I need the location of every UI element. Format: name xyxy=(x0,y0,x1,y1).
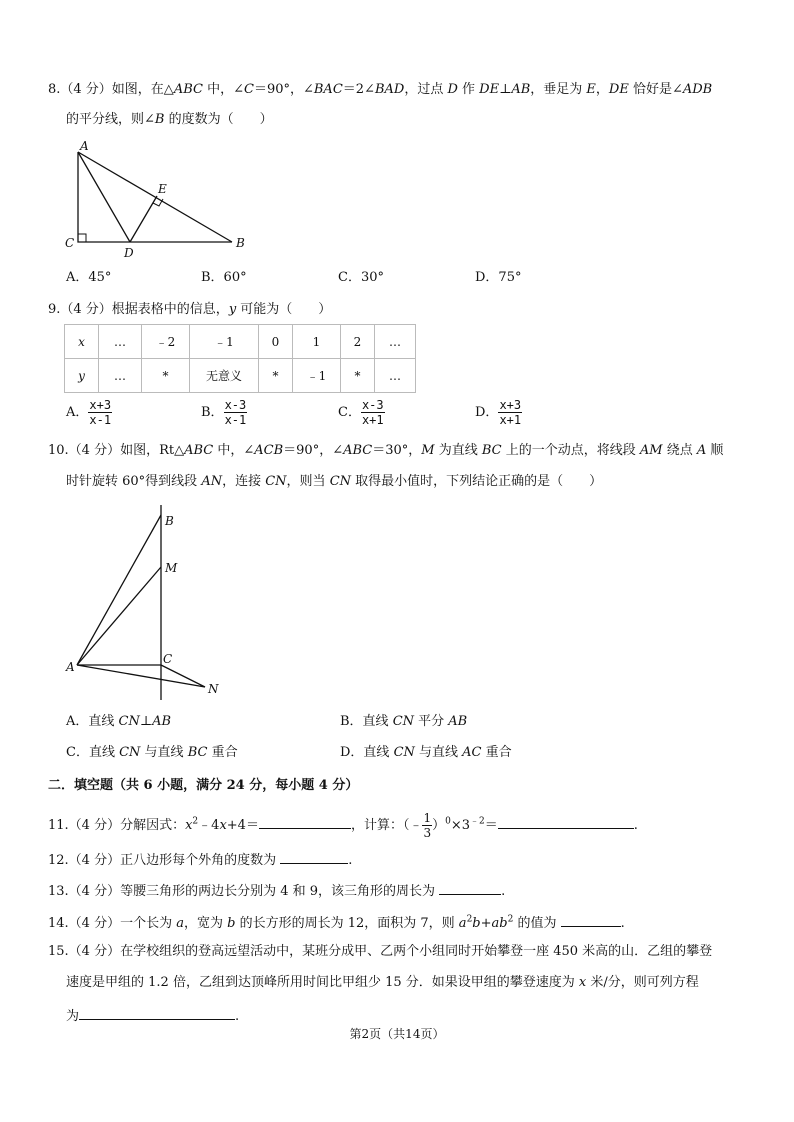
label-C: C xyxy=(65,236,75,250)
text: ×3 xyxy=(450,818,471,833)
text: 2 xyxy=(192,816,199,827)
denominator: 3 xyxy=(423,826,432,840)
text: ＝30°， xyxy=(372,443,422,458)
text: C．直线 xyxy=(66,745,120,760)
text: 作 xyxy=(457,82,480,97)
page-number: 第2页（共14页） xyxy=(349,1027,445,1041)
text: 与直线 xyxy=(140,745,188,760)
table-cell: * xyxy=(341,359,375,393)
text: ⊥ xyxy=(499,82,512,97)
q15-line-3 xyxy=(66,1006,239,1025)
table-cell: x xyxy=(65,325,99,359)
text: ＝90°，∠ xyxy=(253,82,314,97)
text: x xyxy=(219,818,227,833)
text: A．直线 xyxy=(66,714,119,729)
table-cell: * xyxy=(142,359,190,393)
text: 重合 xyxy=(207,745,238,760)
text: . xyxy=(501,884,506,899)
q10-option-a xyxy=(66,714,171,730)
table-cell: … xyxy=(99,325,142,359)
text: ， xyxy=(595,82,609,97)
text: 12.（4 分）正八边形每个外角的度数为 xyxy=(48,853,281,868)
text: ABC xyxy=(184,443,214,458)
text: ，则当 xyxy=(286,474,330,489)
text: a xyxy=(176,916,184,931)
text: 中，∠ xyxy=(213,443,255,458)
answer-blank[interactable] xyxy=(439,881,501,895)
text: 的平分线，则∠ xyxy=(66,112,155,127)
segment-am xyxy=(77,567,161,665)
text: ＝ xyxy=(484,818,498,833)
text: CN xyxy=(119,745,141,760)
option-label: B． xyxy=(201,405,224,420)
text: 取得最小值时，下列结论正确的是（ ） xyxy=(351,474,603,489)
text: ，过点 xyxy=(404,82,448,97)
table-cell: ﹣1 xyxy=(190,325,259,359)
text: ） xyxy=(432,818,446,833)
segment-an xyxy=(77,665,205,687)
text: ，垂足为 xyxy=(530,82,587,97)
answer-blank[interactable] xyxy=(561,913,621,927)
answer-blank[interactable] xyxy=(259,815,351,829)
q15-line-2 xyxy=(66,975,699,991)
text: ，计算：（ xyxy=(350,818,410,833)
q11-line xyxy=(48,811,638,840)
text: DE xyxy=(608,82,629,97)
table-cell: … xyxy=(375,325,416,359)
text: AB xyxy=(152,714,172,729)
fraction xyxy=(422,811,432,840)
text: x xyxy=(185,818,193,833)
option-label: C． xyxy=(338,405,361,420)
label-B: B xyxy=(165,514,174,528)
label-N: N xyxy=(208,682,219,696)
text: 为直线 xyxy=(434,443,482,458)
text: . xyxy=(235,1009,240,1024)
denominator: x-1 xyxy=(224,413,247,427)
q10-option-d xyxy=(340,745,512,761)
text: 0 xyxy=(445,816,451,827)
q13-line xyxy=(48,881,505,900)
text: ﹣2 xyxy=(470,816,485,827)
text: y xyxy=(228,302,237,317)
numerator: x+3 xyxy=(499,398,522,412)
label-D: D xyxy=(124,246,134,260)
label-E: E xyxy=(158,182,167,196)
text: 2 xyxy=(466,914,473,925)
text: DE xyxy=(479,82,500,97)
answer-blank[interactable] xyxy=(498,815,634,829)
text: D xyxy=(447,82,458,97)
table-cell: * xyxy=(259,359,293,393)
q10-option-b xyxy=(340,714,467,730)
text: A xyxy=(696,443,707,458)
text: + xyxy=(480,916,492,931)
table-cell: 2 xyxy=(341,325,375,359)
text: 可能为（ ） xyxy=(236,302,332,317)
text: ADB xyxy=(682,82,713,97)
text: 平分 xyxy=(414,714,449,729)
text: 10.（4 分）如图，Rt△ xyxy=(48,443,185,458)
text: B．直线 xyxy=(340,714,393,729)
text: 重合 xyxy=(481,745,512,760)
numerator: x+3 xyxy=(89,398,112,412)
answer-blank[interactable] xyxy=(79,1006,235,1020)
text: 的值为 xyxy=(513,916,561,931)
table-cell: 0 xyxy=(259,325,293,359)
text: ABC xyxy=(173,82,203,97)
q15-line-1: 15.（4 分）在学校组织的登高远望活动中，某班分成甲、乙两个小组同时开始攀登一座 450 米高的山．乙组的攀登 xyxy=(48,944,713,959)
table-cell: 1 xyxy=(293,325,341,359)
q10-option-c xyxy=(66,745,238,761)
text: +4＝ xyxy=(226,818,259,833)
text: . xyxy=(348,853,353,868)
text: ，连接 xyxy=(222,474,266,489)
text: AB xyxy=(448,714,468,729)
text: 为 xyxy=(66,1009,80,1024)
q14-line xyxy=(48,913,625,932)
text: 14.（4 分）一个长为 xyxy=(48,916,177,931)
text: B xyxy=(154,112,165,127)
q8-option-c: C．30° xyxy=(338,270,384,285)
answer-blank[interactable] xyxy=(280,850,348,864)
q12-line xyxy=(48,850,352,869)
table-cell: … xyxy=(375,359,416,393)
text: . xyxy=(633,818,638,833)
text: BAD xyxy=(374,82,405,97)
text: 速度是甲组的 1.2 倍，乙组到达顶峰所用时间比甲组少 15 分．如果设甲组的攀登速度为 xyxy=(66,975,579,990)
text: 11.（4 分）分解因式： xyxy=(48,818,186,833)
section-heading: 二．填空题（共 6 小题，满分 24 分，每小题 4 分） xyxy=(48,778,359,793)
text: BC xyxy=(481,443,502,458)
text: BC xyxy=(187,745,208,760)
text: b xyxy=(472,916,481,931)
numerator: x-3 xyxy=(224,398,247,412)
text: 2 xyxy=(507,914,514,925)
text: ﹣ xyxy=(409,818,423,833)
text: M xyxy=(421,443,435,458)
label-A: A xyxy=(66,660,75,674)
option-label: D． xyxy=(475,405,499,420)
text: b xyxy=(227,916,236,931)
text: AN xyxy=(201,474,223,489)
label-C: C xyxy=(163,652,173,666)
text: 的长方形的周长为 12，面积为 7，则 xyxy=(235,916,459,931)
text: a xyxy=(458,916,467,931)
text: CN xyxy=(118,714,140,729)
q8-option-a: A．45° xyxy=(66,270,112,285)
text: ⊥ xyxy=(139,714,153,729)
text: ABC xyxy=(343,443,373,458)
text: 9.（4 分）根据表格中的信息， xyxy=(48,302,229,317)
text: 顺 xyxy=(706,443,724,458)
text: AM xyxy=(639,443,663,458)
text: 米/分，则可列方程 xyxy=(586,975,699,990)
q8-option-d: D．75° xyxy=(475,270,522,285)
text: CN xyxy=(265,474,287,489)
text: ab xyxy=(491,916,508,931)
text: ACB xyxy=(254,443,284,458)
text: 绕点 xyxy=(662,443,697,458)
table-cell: ﹣2 xyxy=(142,325,190,359)
table-cell: ﹣1 xyxy=(293,359,341,393)
q8-option-b: B．60° xyxy=(201,270,247,285)
label-B: B xyxy=(236,236,245,250)
label-A: A xyxy=(80,139,89,153)
text: 中，∠ xyxy=(202,82,244,97)
text: . xyxy=(620,916,625,931)
text: CN xyxy=(393,745,415,760)
text: E xyxy=(586,82,596,97)
text: 13.（4 分）等腰三角形的两边长分别为 4 和 9，该三角形的周长为 xyxy=(48,884,440,899)
text: AC xyxy=(462,745,482,760)
text: 时针旋转 60°得到线段 xyxy=(66,474,202,489)
text: C xyxy=(243,82,254,97)
text: CN xyxy=(329,474,352,489)
text: BAC xyxy=(313,82,343,97)
text: AB xyxy=(511,82,531,97)
denominator: x+1 xyxy=(499,413,522,427)
label-M: M xyxy=(165,561,178,575)
text: 8.（4 分）如图，在△ xyxy=(48,82,174,97)
segment-ab xyxy=(77,515,161,665)
option-label: A． xyxy=(66,405,89,420)
denominator: x+1 xyxy=(361,413,384,427)
text: 上的一个动点，将线段 xyxy=(501,443,640,458)
text: D．直线 xyxy=(340,745,394,760)
text: ＝90°，∠ xyxy=(283,443,344,458)
text: ﹣4 xyxy=(198,818,220,833)
denominator: x-1 xyxy=(89,413,112,427)
text: CN xyxy=(392,714,415,729)
numerator: x-3 xyxy=(361,398,384,412)
text: 与直线 xyxy=(414,745,463,760)
text: ，宽为 xyxy=(183,916,228,931)
text: 的度数为（ ） xyxy=(164,112,273,127)
text: ＝2∠ xyxy=(342,82,375,97)
table-cell: 无意义 xyxy=(190,359,259,393)
text: 恰好是∠ xyxy=(628,82,683,97)
text: x xyxy=(578,975,587,990)
numerator: 1 xyxy=(423,811,432,825)
table-cell: … xyxy=(99,359,142,393)
table-cell: y xyxy=(65,359,99,393)
